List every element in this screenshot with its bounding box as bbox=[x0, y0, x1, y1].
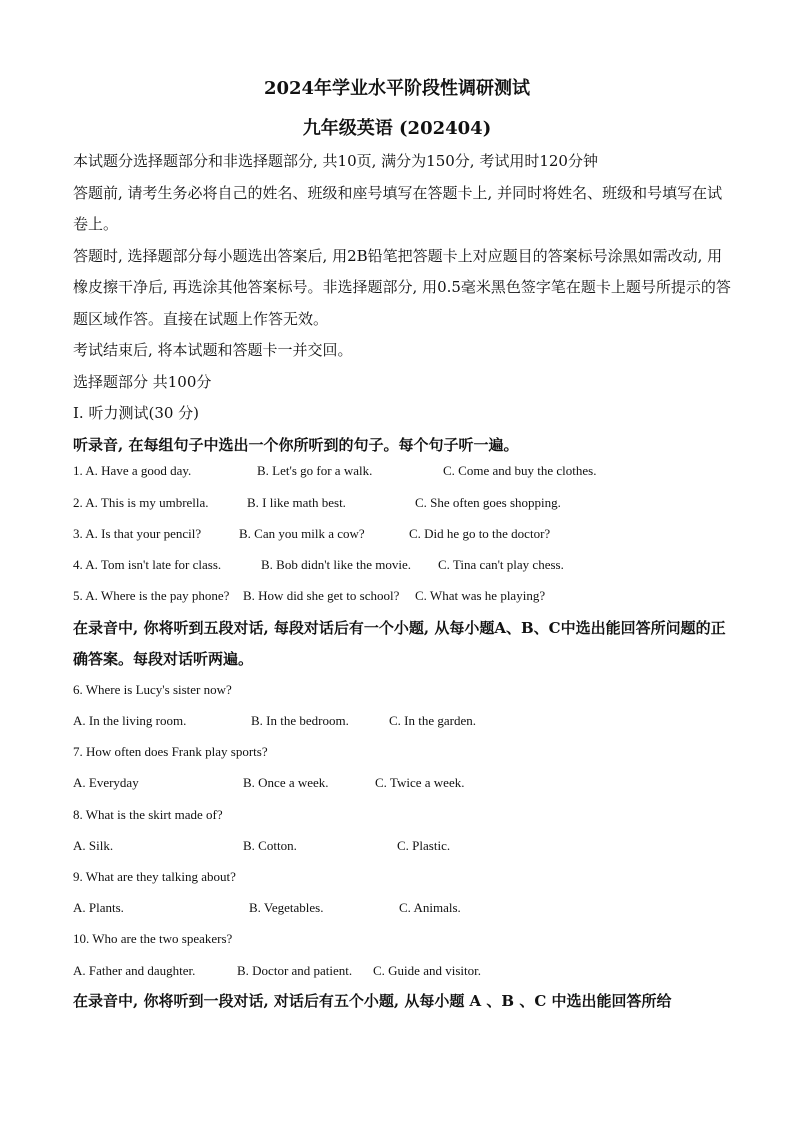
option-a: A. In the living room. bbox=[73, 713, 187, 728]
question-8-stem: 8. What is the skirt made of? bbox=[73, 807, 223, 822]
option-a: 4. A. Tom isn't late for class. bbox=[73, 557, 222, 572]
section1-heading: I. 听力测试(30 分) bbox=[73, 404, 200, 422]
option-b: B. Doctor and patient. bbox=[237, 963, 353, 978]
option-b: B. I like math best. bbox=[247, 495, 346, 510]
option-a: A. Everyday bbox=[73, 775, 139, 790]
option-b: B. Once a week. bbox=[243, 775, 329, 790]
option-a: A. Silk. bbox=[73, 838, 114, 853]
option-b: B. How did she get to school? bbox=[243, 588, 400, 603]
option-c: C. Plastic. bbox=[397, 838, 451, 853]
option-b: B. In the bedroom. bbox=[251, 713, 349, 728]
option-a: 2. A. This is my umbrella. bbox=[73, 495, 209, 510]
section2-directions: 在录音中, 你将听到五段对话, 每段对话后有一个小题, 从每小题A、B、C中选出能回答所问题的正确答案。每段对话听两遍。 bbox=[73, 619, 726, 668]
option-c: C. In the garden. bbox=[389, 713, 477, 728]
option-a: 3. A. Is that your pencil? bbox=[73, 526, 202, 541]
option-b: B. Bob didn't like the movie. bbox=[261, 557, 412, 572]
option-c: C. Did he go to the doctor? bbox=[409, 526, 551, 541]
instruction-1: 本试题分选择题部分和非选择题部分, 共10页, 满分为150分, 考试用时120分钟 bbox=[73, 152, 598, 170]
instructions-block bbox=[73, 146, 733, 461]
option-b: B. Cotton. bbox=[243, 838, 297, 853]
option-c: C. Come and buy the clothes. bbox=[443, 463, 597, 478]
option-c: C. Animals. bbox=[399, 900, 461, 915]
question-9-stem: 9. What are they talking about? bbox=[73, 869, 236, 884]
option-c: C. Guide and visitor. bbox=[373, 963, 481, 978]
instruction-4: 考试结束后, 将本试题和答题卡一并交回。 bbox=[73, 341, 353, 359]
option-a: 5. A. Where is the pay phone? bbox=[73, 588, 230, 603]
option-c: C. What was he playing? bbox=[415, 588, 546, 603]
section1-directions: 听录音, 在每组句子中选出一个你所听到的句子。每个句子听一遍。 bbox=[73, 435, 519, 454]
question-6-stem: 6. Where is Lucy's sister now? bbox=[73, 682, 232, 697]
option-b: B. Let's go for a walk. bbox=[257, 463, 373, 478]
option-a: A. Father and daughter. bbox=[73, 963, 196, 978]
question-10-stem: 10. Who are the two speakers? bbox=[73, 931, 233, 946]
option-c: C. She often goes shopping. bbox=[415, 495, 561, 510]
option-a: 1. A. Have a good day. bbox=[73, 463, 192, 478]
option-a: A. Plants. bbox=[73, 900, 124, 915]
instruction-3: 答题时, 选择题部分每小题选出答案后, 用2B铅笔把答题卡上对应题目的答案标号涂黑如需改动, 用橡皮擦干净后, 再选涂其他答案标号。非选择题部分, 用0.5毫米黑色签字笔在题卡上题号所提示的答题区域作答。直接在试题上作答无效。 bbox=[73, 246, 731, 328]
section3-directions: 在录音中, 你将听到一段对话, 对话后有五个小题, 从每小题 A 、B 、C 中选出能回答所给 bbox=[73, 992, 672, 1010]
question-7-stem: 7. How often does Frank play sports? bbox=[73, 744, 268, 759]
part-heading: 选择题部分 共100分 bbox=[73, 372, 212, 391]
instruction-2: 答题前, 请考生务必将自己的姓名、班级和座号填写在答题卡上, 并同时将姓名、班级和号填写在试卷上。 bbox=[73, 183, 723, 233]
option-b: B. Vegetables. bbox=[249, 900, 324, 915]
exam-subtitle: 九年级英语 (202404) bbox=[302, 118, 492, 139]
option-c: C. Tina can't play chess. bbox=[438, 557, 564, 572]
exam-title: 2024年学业水平阶段性调研测试 bbox=[263, 78, 531, 99]
option-c: C. Twice a week. bbox=[375, 775, 465, 790]
option-b: B. Can you milk a cow? bbox=[239, 526, 365, 541]
